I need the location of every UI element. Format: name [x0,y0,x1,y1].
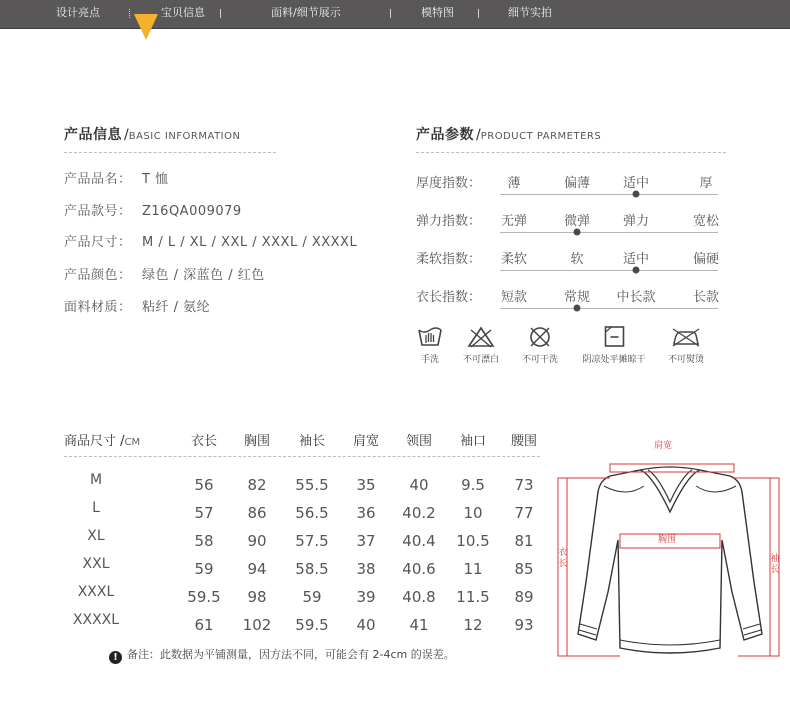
note-text: 备注：此数据为平铺测量，因方法不同，可能会有 2-4cm 的误差。 [127,648,455,661]
param-option: 宽松 [692,214,720,229]
info-value: Z16QA009079 [142,204,242,219]
params-title-en: PRODUCT PARMETERS [480,131,602,142]
size-table-cell: 41 [409,616,429,634]
size-table-cell: 55.5 [295,476,329,494]
flat-dry-shade-icon [602,326,626,348]
size-table-cell: 58 [194,532,214,550]
no-iron-icon [671,326,701,348]
nav-separator [220,9,221,18]
param-label: 弹力指数： [416,214,482,229]
size-table-cell: 81 [514,532,534,550]
param-option: 短款 [500,290,528,305]
title-slash: / [476,127,481,143]
param-option: 软 [570,252,584,267]
nav-separator [129,9,130,18]
param-scale-line [500,270,718,271]
info-row-style-no [64,200,242,219]
care-hand-wash [417,326,443,365]
param-option: 适中 [622,252,650,267]
garment-diagram [548,422,790,664]
params-title [416,124,601,144]
info-value: 粘纤 / 氨纶 [142,300,211,315]
size-table-cell: 40.6 [402,560,436,578]
param-scale-line [500,232,718,233]
size-table-column-header: 袖口 [459,434,487,449]
size-table-cell: 94 [247,560,267,578]
basic-info-divider [64,152,276,153]
info-value: T 恤 [142,172,169,187]
care-no-dry-clean [522,326,558,365]
info-label: 产品品名： [64,172,132,187]
size-table-cell: 57 [194,504,214,522]
care-no-bleach [463,326,499,365]
size-table-cell: 40.2 [402,504,436,522]
param-option: 偏薄 [563,176,591,191]
info-row-material [64,296,210,315]
size-table-header-size [64,430,140,449]
size-table-cell: 39 [356,588,376,606]
size-table-cell: 37 [356,532,376,550]
shoulder-width-label: 肩宽 [654,441,673,451]
size-table-cell: 56.5 [295,504,329,522]
size-table-cell: 35 [356,476,376,494]
size-table-cell: 93 [514,616,534,634]
size-table-column-header: 腰围 [510,434,538,449]
size-row-label: M [89,472,103,488]
sleeve-length-label: 袖长 [770,554,780,575]
size-table-cell: 73 [514,476,534,494]
no-bleach-icon [467,326,495,348]
info-row-name [64,168,169,187]
care-label: 阴凉处平摊晾干 [582,355,646,365]
size-table-cell: 56 [194,476,214,494]
param-option: 长款 [692,290,720,305]
size-row-label: XL [87,528,105,544]
info-label: 产品颜色： [64,268,132,283]
size-table-cell: 89 [514,588,534,606]
size-row-label: XXXL [77,584,115,600]
care-label: 不可干洗 [521,355,559,365]
size-table-cell: 40 [356,616,376,634]
size-table-cell: 9.5 [461,476,485,494]
param-option: 偏硬 [692,252,720,267]
info-row-colors [64,264,265,283]
size-table-column-header: 领围 [405,434,433,449]
param-scale-line [500,194,718,195]
param-selected-dot [633,191,640,198]
size-table-cell: 86 [247,504,267,522]
nav-tab-fabric-details[interactable]: 面料/细节展示 [271,6,341,19]
no-tumble-dry-icon [528,326,552,348]
size-table-column-header: 胸围 [243,434,271,449]
size-table-cell: 40.4 [402,532,436,550]
basic-info-title-en: BASIC INFORMATION [128,131,241,142]
params-divider [416,152,726,153]
care-flat-dry [582,326,645,365]
size-table-cell: 59.5 [187,588,221,606]
param-option: 微弹 [563,214,591,229]
param-option: 中长款 [616,290,656,305]
size-table-divider [64,456,540,457]
param-selected-dot [574,305,581,312]
size-table-cell: 59 [194,560,214,578]
size-table-column-header: 衣长 [190,434,218,449]
size-table-cell: 11 [463,560,483,578]
size-table-cell: 10.5 [456,532,490,550]
care-label: 不可漂白 [462,355,500,365]
body-length-label: 衣长 [558,548,568,569]
size-table-cell: 98 [247,588,267,606]
size-table-cell: 59.5 [295,616,329,634]
size-row-label: L [92,500,100,516]
info-label: 面料材质： [64,300,132,315]
size-table-cell: 85 [514,560,534,578]
param-option: 常规 [563,290,591,305]
param-label: 厚度指数： [416,176,482,191]
size-header-unit: CM [124,437,141,448]
active-tab-pointer-icon [134,14,158,40]
top-nav [0,0,790,29]
info-label: 产品款号： [64,204,132,219]
nav-separator [390,9,391,18]
basic-info-title-cn: 产品信息 [64,127,122,143]
size-table-cell: 61 [194,616,214,634]
param-label: 衣长指数： [416,290,482,305]
size-row-label: XXXXL [72,612,120,628]
care-label: 不可熨烫 [667,355,705,365]
hand-wash-icon [417,326,443,348]
size-table-cell: 38 [356,560,376,578]
measurement-note [109,646,455,664]
info-value: M / L / XL / XXL / XXXL / XXXXL [142,235,358,250]
nav-tab-detail-shots[interactable]: 细节实拍 [508,6,552,19]
size-table-column-header: 肩宽 [352,434,380,449]
info-value: 绿色 / 深蓝色 / 红色 [142,268,265,283]
nav-tab-design-highlights[interactable]: 设计亮点 [56,6,100,19]
nav-tab-model-photos[interactable]: 模特图 [421,6,454,19]
size-table-cell: 102 [242,616,272,634]
size-table-cell: 10 [463,504,483,522]
size-table-cell: 57.5 [295,532,329,550]
size-table-cell: 40 [409,476,429,494]
param-option: 适中 [622,176,650,191]
size-table-cell: 12 [463,616,483,634]
chest-label: 胸围 [658,535,677,545]
param-scale-line [500,308,718,309]
info-row-sizes [64,231,357,250]
warning-icon: ! [109,651,122,664]
params-title-cn: 产品参数 [416,127,474,143]
param-option: 薄 [507,176,521,191]
nav-separator [478,9,479,18]
size-table-cell: 82 [247,476,267,494]
nav-tab-product-info[interactable]: 宝贝信息 [161,6,205,19]
param-option: 无弹 [500,214,528,229]
size-table-cell: 90 [247,532,267,550]
size-table-cell: 58.5 [295,560,329,578]
basic-info-title [64,124,240,144]
param-option: 弹力 [622,214,650,229]
size-table-cell: 36 [356,504,376,522]
title-slash: / [124,127,129,143]
size-header-label: 商品尺寸 / [64,434,125,449]
param-option: 厚 [699,176,713,191]
size-table-cell: 59 [302,588,322,606]
param-selected-dot [574,229,581,236]
param-label: 柔软指数： [416,252,482,267]
size-table-cell: 11.5 [456,588,490,606]
size-table-cell: 77 [514,504,534,522]
care-no-iron [668,326,704,365]
size-table-cell: 40.8 [402,588,436,606]
size-table-column-header: 袖长 [298,434,326,449]
size-row-label: XXL [82,556,110,572]
nav-bottom-line [0,28,790,29]
param-option: 柔软 [500,252,528,267]
care-label: 手洗 [420,355,439,365]
info-label: 产品尺寸： [64,235,132,250]
param-selected-dot [633,267,640,274]
